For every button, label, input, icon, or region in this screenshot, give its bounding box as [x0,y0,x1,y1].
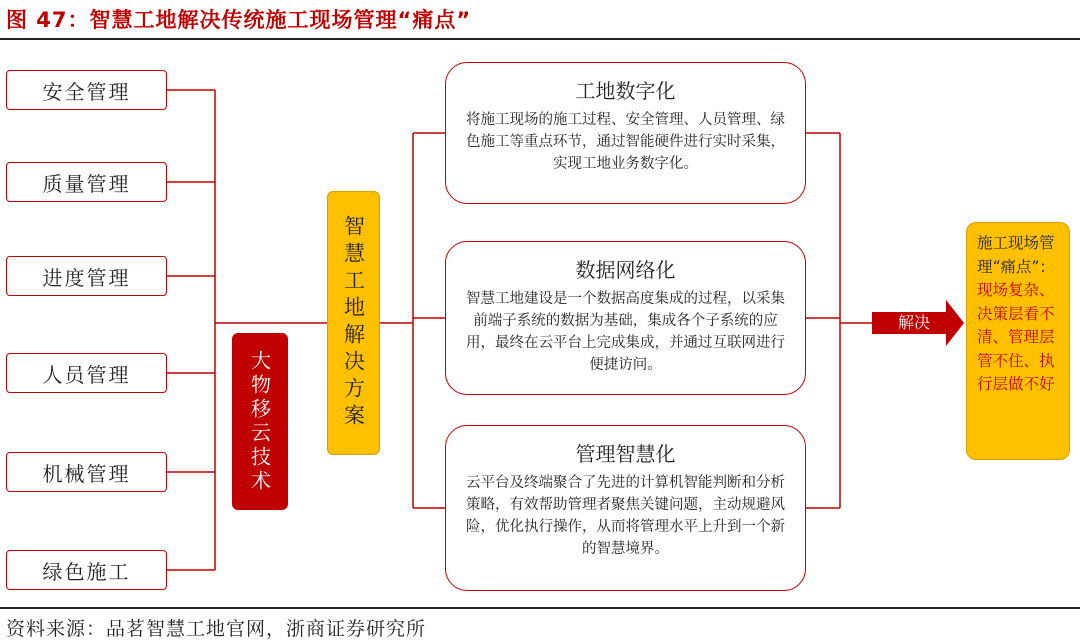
pain-point-detail: 现场复杂、决策层看不清、管理层管不住、执行层做不好 [977,281,1055,393]
card-heading: 工地数字化 [575,79,676,103]
card-networking [445,241,806,395]
card-body: 云平台及终端聚合了先进的计算机智能判断和分析策略，有效帮助管理者聚焦关键问题，主动规避风险，优化执行操作，从而将管理水平上升到一个新的智慧境界。 [466,475,785,557]
card-body: 智慧工地建设是一个数据高度集成的过程，以采集前端子系统的数据为基础，集成各个子系统的应用，最终在云平台上完成集成，并通过互联网进行便捷访问。 [466,291,785,373]
solution-box [327,191,380,455]
card-body: 将施工现场的施工过程、安全管理、人员管理、绿色施工等重点环节，通过智能硬件进行实时采集，实现工地业务数字化。 [466,112,785,172]
left-item-machinery: 机械管理 [6,452,167,492]
left-item-quality: 质量管理 [6,162,167,202]
pain-point-lead: 施工现场管理“痛点”： [977,234,1055,276]
tech-box [232,333,288,510]
card-heading: 数据网络化 [575,258,676,282]
tech-label: 大物移云技术 [247,349,272,494]
footer-divider [0,607,1080,609]
middle-bracket [380,133,445,508]
left-item-green: 绿色施工 [6,550,167,590]
solution-label: 智慧工地解决方案 [341,215,366,431]
left-bracket [167,90,215,570]
right-bracket [806,133,872,508]
card-digitization [445,62,806,204]
left-item-safety: 安全管理 [6,70,167,110]
figure-title: 图 47：智慧工地解决传统施工现场管理“痛点” [6,8,472,32]
pain-point-box [966,222,1070,460]
card-intelligence [445,425,806,591]
left-item-schedule: 进度管理 [6,256,167,296]
source-note: 资料来源：品茗智慧工地官网，浙商证券研究所 [6,618,427,640]
solve-arrow-label: 解决 [897,313,930,332]
left-item-personnel: 人员管理 [6,353,167,393]
card-heading: 管理智慧化 [575,442,676,466]
